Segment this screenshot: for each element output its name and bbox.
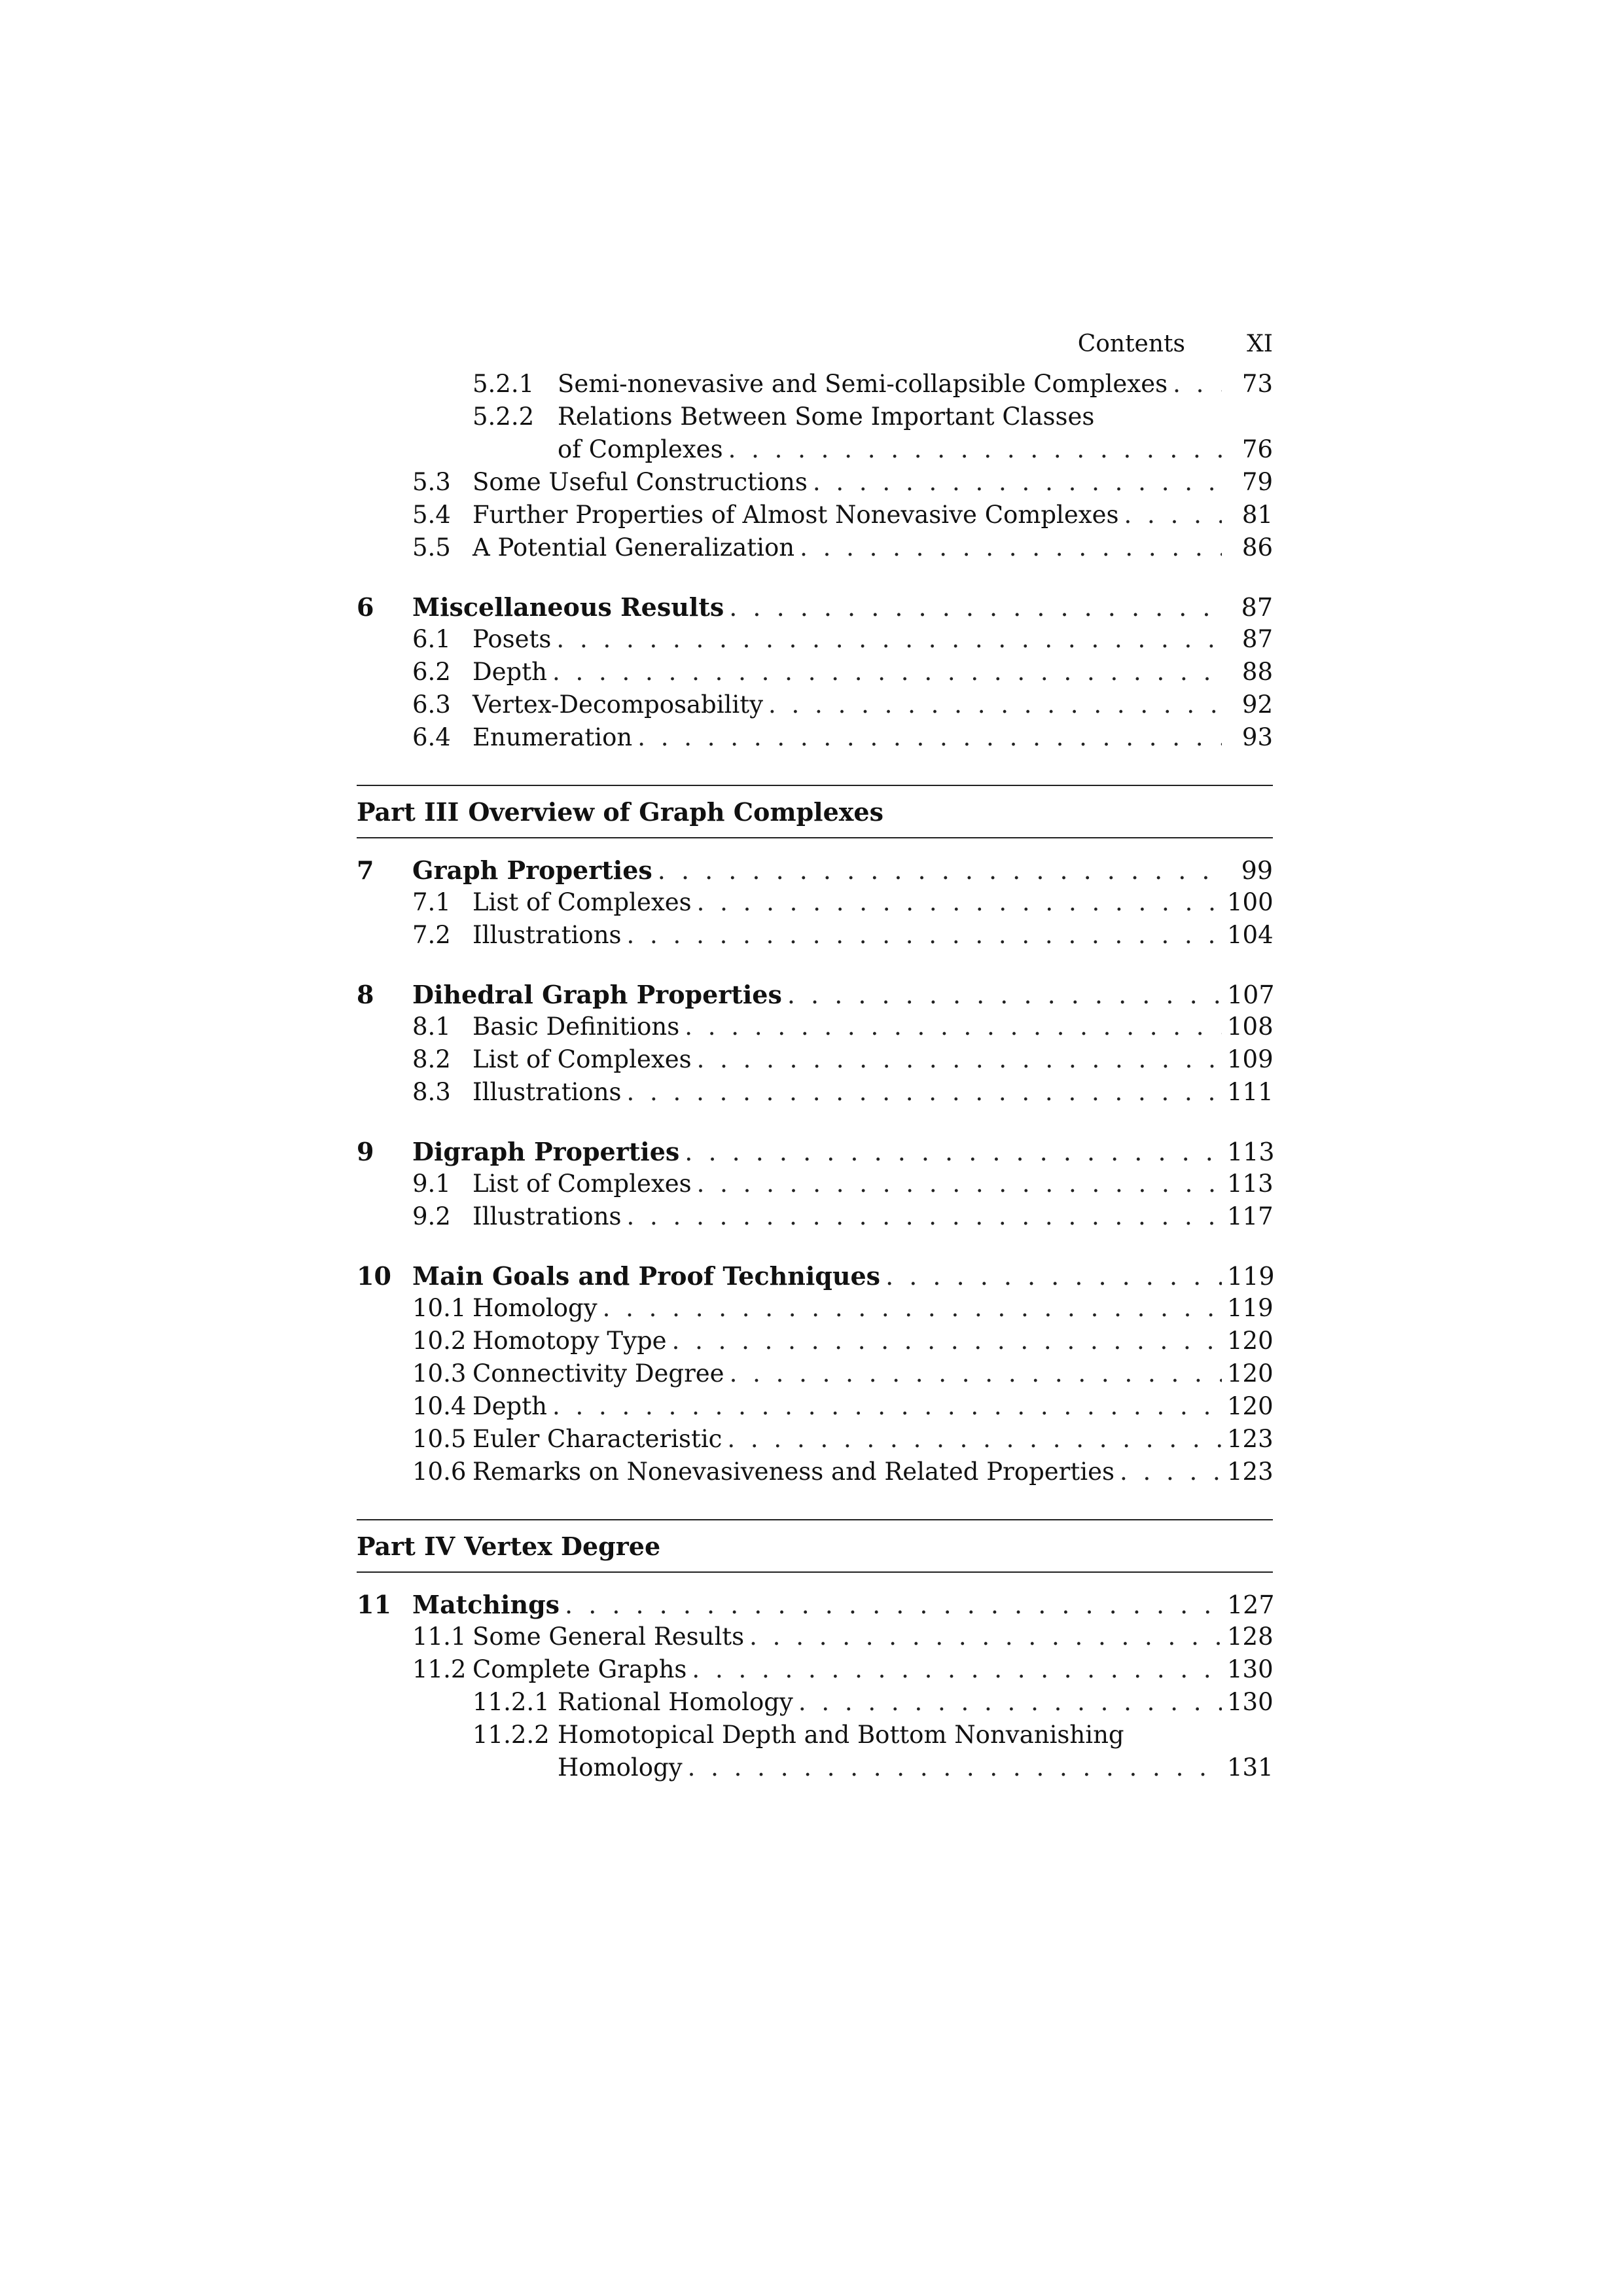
chapter-title: Matchings [412, 1590, 560, 1619]
chapter-title: Digraph Properties [412, 1137, 680, 1166]
toc-entry-8-3[interactable] [357, 1078, 1273, 1111]
toc-entry-page: 87 [1241, 625, 1273, 653]
toc-entry-6-2[interactable] [357, 658, 1273, 691]
toc-entry-title: List of Complexes [473, 1045, 692, 1073]
toc-entry-number: 5.4 [412, 501, 451, 529]
dot-leader [768, 691, 1222, 719]
toc-entry-number: 5.5 [412, 533, 451, 562]
toc-entry-number: 6.1 [412, 625, 451, 653]
dot-leader [603, 1294, 1222, 1322]
toc-chapter-8[interactable] [357, 980, 1273, 1013]
toc-entry-title: A Potential Generalization [473, 533, 795, 562]
toc-entry-9-2[interactable] [357, 1202, 1273, 1235]
part-title: Vertex Degree [464, 1531, 661, 1561]
toc-entry-page: 111 [1227, 1078, 1274, 1106]
toc-entry-page: 109 [1227, 1045, 1274, 1073]
toc-entry-title: Depth [473, 658, 547, 686]
toc-entry-page: 130 [1227, 1655, 1274, 1683]
toc-entry-page: 123 [1227, 1425, 1274, 1453]
toc-entry-11-1[interactable] [357, 1623, 1273, 1655]
toc-entry-title: Illustrations [473, 1202, 622, 1230]
dot-leader [685, 1013, 1222, 1041]
chapter-page: 119 [1227, 1262, 1275, 1291]
toc-entry-number: 5.3 [412, 468, 451, 496]
toc-entry-page: 86 [1241, 533, 1273, 562]
toc-entry-page: 93 [1241, 723, 1273, 751]
dot-leader [730, 1359, 1222, 1388]
dot-leader [885, 1262, 1222, 1291]
toc-entry-5-5[interactable] [357, 533, 1273, 566]
dot-leader [1173, 370, 1222, 398]
toc-entry-page: 88 [1241, 658, 1273, 686]
toc-entry-number: 7.2 [412, 921, 451, 949]
toc-entry-11-2[interactable] [357, 1655, 1273, 1688]
toc-entry-10-3[interactable] [357, 1359, 1273, 1392]
toc-entry-11-2-2-continued[interactable] [357, 1753, 1273, 1786]
toc-entry-6-3[interactable] [357, 691, 1273, 723]
dot-leader [692, 1655, 1222, 1683]
chapter-page: 87 [1241, 593, 1273, 622]
toc-entry-number: 6.3 [412, 691, 451, 719]
toc-entry-9-1[interactable] [357, 1170, 1273, 1202]
toc-entry-page: 76 [1241, 435, 1273, 463]
toc-entry-number: 8.2 [412, 1045, 451, 1073]
dot-leader [727, 1425, 1222, 1453]
dot-leader [627, 1202, 1222, 1230]
part-4-heading[interactable] [357, 1519, 1273, 1573]
dot-leader [697, 1170, 1222, 1198]
dot-leader [556, 625, 1222, 653]
dot-leader [1120, 1458, 1222, 1486]
toc-entry-number: 10.4 [412, 1392, 467, 1420]
toc-entry-number: 10.3 [412, 1359, 467, 1388]
toc-entry-page: 120 [1227, 1359, 1274, 1388]
running-head [357, 331, 1273, 363]
toc-entry-number: 9.2 [412, 1202, 451, 1230]
toc-entry-number: 10.1 [412, 1294, 467, 1322]
part-label: Part III [357, 797, 459, 827]
toc-entry-page: 100 [1227, 888, 1274, 916]
part-3-heading[interactable] [357, 785, 1273, 838]
chapter-page: 107 [1227, 980, 1275, 1009]
dot-leader [565, 1590, 1222, 1619]
toc-entry-10-4[interactable] [357, 1392, 1273, 1425]
chapter-title: Main Goals and Proof Techniques [412, 1261, 881, 1291]
toc-entry-5-4[interactable] [357, 501, 1273, 533]
toc-entry-page: 128 [1227, 1623, 1274, 1651]
toc-entry-title: Basic Definitions [473, 1013, 680, 1041]
toc-entry-number: 10.6 [412, 1458, 467, 1486]
toc-entry-number: 6.2 [412, 658, 451, 686]
toc-entry-page: 81 [1241, 501, 1273, 529]
toc-entry-page: 130 [1227, 1688, 1274, 1716]
dot-leader [688, 1753, 1222, 1782]
dot-leader [1124, 501, 1222, 529]
toc-entry-number: 9.1 [412, 1170, 451, 1198]
toc-entry-title: List of Complexes [473, 1170, 692, 1198]
toc-entry-title: of Complexes [558, 435, 723, 463]
toc-entry-title: Illustrations [473, 921, 622, 949]
toc-entry-page: 104 [1227, 921, 1274, 949]
chapter-number: 10 [357, 1261, 391, 1291]
toc-entry-title: Relations Between Some Important Classes [558, 403, 1095, 431]
toc-entry-6-4[interactable] [357, 723, 1273, 756]
toc-entry-title: Complete Graphs [473, 1655, 687, 1683]
toc-entry-title: Vertex-Decomposability [473, 691, 763, 719]
toc-entry-number: 11.2 [412, 1655, 467, 1683]
toc-entry-8-2[interactable] [357, 1045, 1273, 1078]
toc-entry-title: Connectivity Degree [473, 1359, 724, 1388]
toc-entry-page: 120 [1227, 1327, 1274, 1355]
dot-leader [798, 1688, 1222, 1716]
toc-entry-title: Some General Results [473, 1623, 745, 1651]
toc-entry-title: Some Useful Constructions [473, 468, 808, 496]
chapter-number: 11 [357, 1590, 391, 1619]
toc-entry-page: 120 [1227, 1392, 1274, 1420]
toc-entry-title: Homology [473, 1294, 597, 1322]
toc-entry-page: 108 [1227, 1013, 1274, 1041]
dot-leader [729, 593, 1222, 622]
toc-entry-page: 117 [1227, 1202, 1274, 1230]
toc-entry-title: Semi-nonevasive and Semi-collapsible Complexes [558, 370, 1168, 398]
chapter-page: 113 [1227, 1138, 1275, 1166]
toc-entry-title: Homotopical Depth and Bottom Nonvanishing [558, 1721, 1124, 1749]
toc-entry-8-1[interactable] [357, 1013, 1273, 1045]
toc-entry-11-2-2[interactable] [357, 1721, 1273, 1753]
dot-leader [697, 888, 1222, 916]
toc-entry-number: 5.2.2 [473, 403, 535, 431]
toc-entry-number: 11.2.1 [473, 1688, 550, 1716]
toc-entry-10-5[interactable] [357, 1425, 1273, 1458]
toc-entry-title: Homotopy Type [473, 1327, 667, 1355]
dot-leader [685, 1138, 1222, 1166]
chapter-title: Miscellaneous Results [412, 592, 724, 622]
toc-entry-title: Illustrations [473, 1078, 622, 1106]
chapter-page: 127 [1227, 1590, 1275, 1619]
toc-entry-title: List of Complexes [473, 888, 692, 916]
toc-entry-title: Rational Homology [558, 1688, 793, 1716]
dot-leader [627, 1078, 1222, 1106]
toc-entry-title: Further Properties of Almost Nonevasive Complexes [473, 501, 1119, 529]
toc-chapter-11[interactable] [357, 1590, 1273, 1623]
dot-leader [813, 468, 1222, 496]
toc-entry-page: 113 [1227, 1170, 1274, 1198]
toc-entry-title: Depth [473, 1392, 547, 1420]
chapter-number: 8 [357, 980, 374, 1009]
toc-entry-10-2[interactable] [357, 1327, 1273, 1359]
toc-entry-7-2[interactable] [357, 921, 1273, 954]
toc-chapter-10[interactable] [357, 1261, 1273, 1294]
toc-entry-title: Homology [558, 1753, 683, 1782]
toc-entry-number: 8.3 [412, 1078, 451, 1106]
toc-entry-title: Posets [473, 625, 552, 653]
chapter-page: 99 [1241, 856, 1273, 885]
dot-leader [697, 1045, 1222, 1073]
toc-entry-number: 11.1 [412, 1623, 467, 1651]
toc-entry-6-1[interactable] [357, 625, 1273, 658]
dot-leader [637, 723, 1222, 751]
toc-entry-10-6[interactable] [357, 1458, 1273, 1490]
toc-entry-5-2-2-continued[interactable] [357, 435, 1273, 468]
toc-entry-title: Euler Characteristic [473, 1425, 722, 1453]
dot-leader [552, 658, 1222, 686]
table-of-contents [357, 370, 1273, 1786]
dot-leader [627, 921, 1222, 949]
dot-leader [787, 980, 1222, 1009]
toc-entry-5-2-2[interactable] [357, 403, 1273, 435]
running-head-title: Contents [1077, 331, 1185, 357]
toc-entry-number: 5.2.1 [473, 370, 535, 398]
toc-entry-number: 11.2.2 [473, 1721, 550, 1749]
dot-leader [749, 1623, 1222, 1651]
toc-entry-number: 7.1 [412, 888, 451, 916]
toc-chapter-9[interactable] [357, 1137, 1273, 1170]
dot-leader [800, 533, 1222, 562]
dot-leader [728, 435, 1222, 463]
toc-entry-page: 73 [1241, 370, 1273, 398]
chapter-title: Graph Properties [412, 855, 652, 885]
toc-entry-page: 92 [1241, 691, 1273, 719]
dot-leader [552, 1392, 1222, 1420]
toc-chapter-6[interactable] [357, 592, 1273, 625]
toc-entry-page: 131 [1227, 1753, 1274, 1782]
part-title: Overview of Graph Complexes [468, 797, 883, 827]
toc-entry-number: 6.4 [412, 723, 451, 751]
toc-entry-number: 10.5 [412, 1425, 467, 1453]
toc-entry-10-1[interactable] [357, 1294, 1273, 1327]
toc-entry-page: 119 [1227, 1294, 1274, 1322]
toc-entry-number: 10.2 [412, 1327, 467, 1355]
chapter-title: Dihedral Graph Properties [412, 980, 782, 1009]
toc-entry-11-2-1[interactable] [357, 1688, 1273, 1721]
toc-entry-5-2-1[interactable] [357, 370, 1273, 403]
part-label: Part IV [357, 1531, 455, 1561]
dot-leader [672, 1327, 1222, 1355]
chapter-number: 7 [357, 855, 374, 885]
toc-entry-title: Remarks on Nonevasiveness and Related Properties [473, 1458, 1115, 1486]
chapter-number: 9 [357, 1137, 374, 1166]
toc-entry-5-3[interactable] [357, 468, 1273, 501]
toc-entry-number: 8.1 [412, 1013, 451, 1041]
toc-entry-title: Enumeration [473, 723, 633, 751]
toc-entry-page: 123 [1227, 1458, 1274, 1486]
toc-chapter-7[interactable] [357, 855, 1273, 888]
running-head-page-number: XI [1247, 331, 1273, 357]
toc-page [357, 331, 1273, 1786]
dot-leader [658, 856, 1222, 885]
toc-entry-page: 79 [1241, 468, 1273, 496]
chapter-number: 6 [357, 592, 374, 622]
toc-entry-7-1[interactable] [357, 888, 1273, 921]
